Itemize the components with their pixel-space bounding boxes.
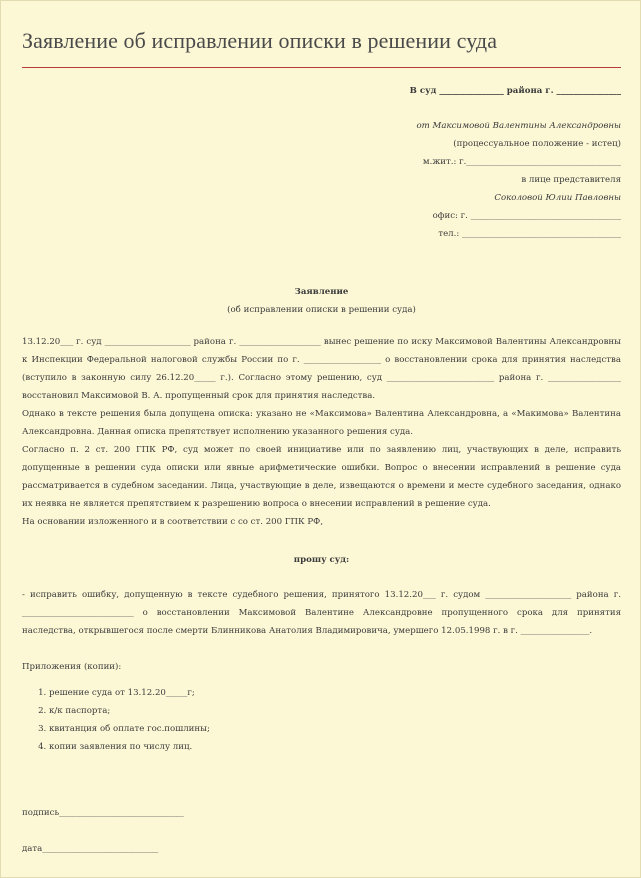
statement-title: Заявление xyxy=(294,287,349,297)
attachment-item: 4. копии заявления по числу лиц. xyxy=(49,738,210,756)
attachments-list xyxy=(22,684,210,756)
phone-line: тел.: _____________________________________ xyxy=(438,229,621,239)
statement-heading xyxy=(22,283,621,319)
applicant-line: от Максимовой Валентины Александровны xyxy=(416,121,621,131)
body-paragraph: 13.12.20___ г. суд ____________________ района г. ___________________ вынес решение по иску Максимовой Валентины Александровны к Инспекции Федеральной налоговой службы России по г. __________________ о восстановлении срока для принятия наследства (вступило в законную силу 26.12.20_____ г.). Согласно этому решению, суд _________________________ района г. _________________ восстановил Максимовой В. А. пропущенный срок для принятия наследства. xyxy=(22,337,621,401)
date-line: дата___________________________ xyxy=(22,844,159,854)
attachment-item: 1. решение суда от 13.12.20_____г; xyxy=(49,684,210,702)
request-title: прошу суд: xyxy=(293,555,350,565)
signature-line: подпись_____________________________ xyxy=(22,808,184,818)
court-line: В суд _______________ района г. _______________ xyxy=(409,86,621,96)
document-title: Заявление об исправлении описки в решении суда xyxy=(22,28,498,53)
office-line: офис: г. ___________________________________ xyxy=(432,211,621,221)
body-paragraph: Согласно п. 2 ст. 200 ГПК РФ, суд может по своей инициативе или по заявлению лиц, участвующих в деле, исправить допущенные в решении суда описки или явные арифметические ошибки. Вопрос о внесении исправлений в решение суда рассматривается в судебном заседании. Лица, участвующие в деле, извещаются о времени и месте судебного заседания, однако их неявка не является препятствием к разрешению вопроса о внесении исправлений в решение суда. xyxy=(22,445,621,509)
addressee-block xyxy=(201,82,621,243)
title-divider xyxy=(22,67,621,68)
body-paragraph: Однако в тексте решения была допущена описка: указано не «Максимова» Валентина Александровна, а «Макимова» Валентина Александровна. Данная описка препятствует исполнению указанного решения суда. xyxy=(22,409,621,437)
representative-name: Соколовой Юлии Павловны xyxy=(494,193,621,203)
attachment-item: 2. к/к паспорта; xyxy=(49,702,210,720)
representative-label: в лице представителя xyxy=(521,175,621,185)
statement-body xyxy=(22,333,621,531)
attachment-item: 3. квитанция об оплате гос.пошлины; xyxy=(49,720,210,738)
residence-line: м.жит.: г.____________________________________ xyxy=(422,157,621,167)
procedural-role: (процессуальное положение - истец) xyxy=(453,139,621,149)
attachments-label: Приложения (копии): xyxy=(22,662,122,672)
request-text: - исправить ошибку, допущенную в тексте судебного решения, принятого 13.12.20___ г. судом ____________________ района г. __________________________ о восстановлении Максимовой Валентине Александровне пропущенного срока для принятия наследства, открывшегося после смерти Блинникова Анатолия Владимировича, умершего 12.05.1998 г. в г. ________________. xyxy=(22,590,621,636)
statement-subtitle: (об исправлении описки в решении суда) xyxy=(227,305,416,315)
body-paragraph: На основании изложенного и в соответствии с со ст. 200 ГПК РФ, xyxy=(22,517,324,527)
